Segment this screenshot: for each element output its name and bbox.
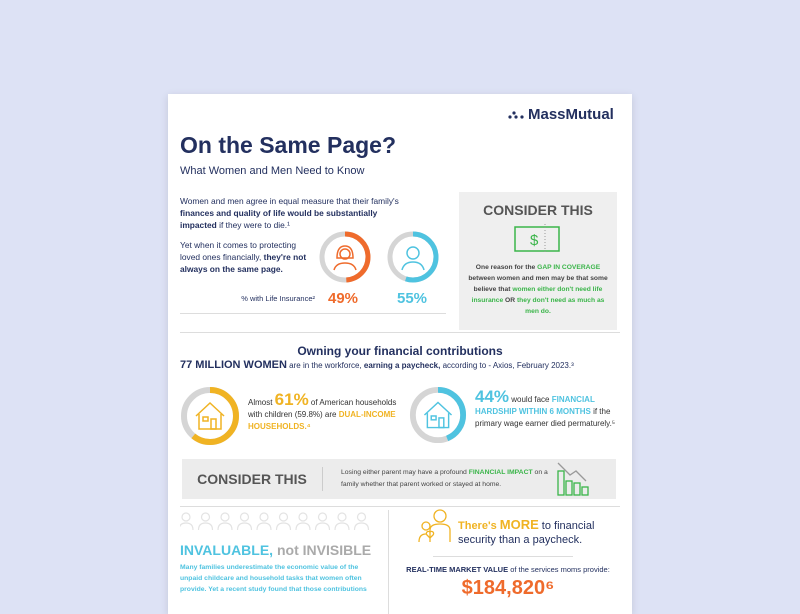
dual-income-stat: Almost 61% of American households with children (59.8%) are DUAL-INCOME HOUSEHOLDS.⁴	[248, 390, 397, 431]
woman-outline-icon	[296, 513, 310, 530]
woman-outline-icon	[199, 513, 213, 530]
woman-outline-icon	[355, 513, 369, 530]
consider-this-text: Losing either parent may have a profound FINANCIAL IMPACT on a family whether that parent worked or stayed at home.	[322, 467, 552, 491]
dual-income-ring	[180, 386, 240, 446]
invaluable-heading: INVALUABLE, not INVISIBLE	[180, 542, 372, 558]
consider-this-text: One reason for the GAP IN COVERAGE between women and men may be that some believe that women either don't need life insurance OR they don't need as much as men do.	[468, 264, 608, 315]
woman-outline-icon	[316, 513, 330, 530]
men-percent: 55%	[397, 290, 428, 307]
woman-icon	[334, 246, 356, 270]
parent-child-heart-icon	[416, 508, 456, 544]
workforce-stat: 77 MILLION WOMEN are in the workforce, earning a paycheck, according to - Axios, February 2023.³	[180, 359, 574, 371]
woman-outline-icon	[335, 513, 349, 530]
woman-outline-icon	[238, 513, 252, 530]
more-than-paycheck-text: There's MORE to financial security than a paycheck.	[458, 517, 595, 546]
infographic-page	[168, 94, 632, 614]
consider-this-box	[459, 192, 617, 330]
consider-this-heading: CONSIDER THIS	[197, 471, 307, 487]
woman-outline-icon	[257, 513, 271, 530]
consider-this-band	[182, 459, 616, 499]
svg-text:$: $	[530, 232, 539, 249]
hardship-stat: 44% would face FINANCIAL HARDSHIP WITHIN 6 MONTHS if the primary wage earner died permaturely.⁵	[475, 387, 616, 428]
divider	[433, 556, 573, 557]
divider	[180, 332, 620, 333]
life-insurance-label: % with Life Insurance²	[241, 294, 315, 303]
market-value-amount: $184,820⁶	[461, 577, 555, 599]
woman-outline-icon	[180, 513, 193, 530]
invaluable-text: Many families underestimate the economic value of the unpaid childcare and household tasks that women often provide. Yet a recent study found that those contributions	[180, 564, 367, 593]
dollar-bill-icon	[513, 224, 563, 254]
market-value-label: REAL-TIME MARKET VALUE of the services moms provide:	[406, 565, 610, 574]
women-percent: 49%	[328, 290, 359, 307]
intro-text: Women and men agree in equal measure that their family's finances and quality of life would be substantially impacted if they were to die.¹	[180, 196, 399, 230]
hardship-ring	[409, 386, 467, 444]
woman-outline-icon	[277, 513, 291, 530]
massmutual-logo	[508, 106, 614, 123]
page-title: On the Same Page?	[180, 132, 397, 158]
consider-this-heading: CONSIDER THIS	[483, 202, 593, 218]
section-heading: Owning your financial contributions	[297, 344, 503, 358]
women-row-icons	[180, 511, 380, 531]
page-subtitle: What Women and Men Need to Know	[180, 165, 365, 177]
divider	[180, 313, 446, 314]
women-insurance-ring	[318, 230, 372, 284]
house-icon	[196, 403, 224, 429]
logo-text: MassMutual	[528, 106, 614, 123]
divider	[180, 506, 620, 507]
protect-text: Yet when it comes to protecting loved ones financially, they're not always on the same page.	[180, 240, 307, 274]
men-insurance-ring	[386, 230, 440, 284]
house-icon	[424, 402, 451, 427]
logo-dots-icon	[508, 111, 524, 119]
woman-outline-icon	[218, 513, 232, 530]
man-icon	[402, 247, 424, 270]
declining-chart-icon	[556, 461, 590, 497]
